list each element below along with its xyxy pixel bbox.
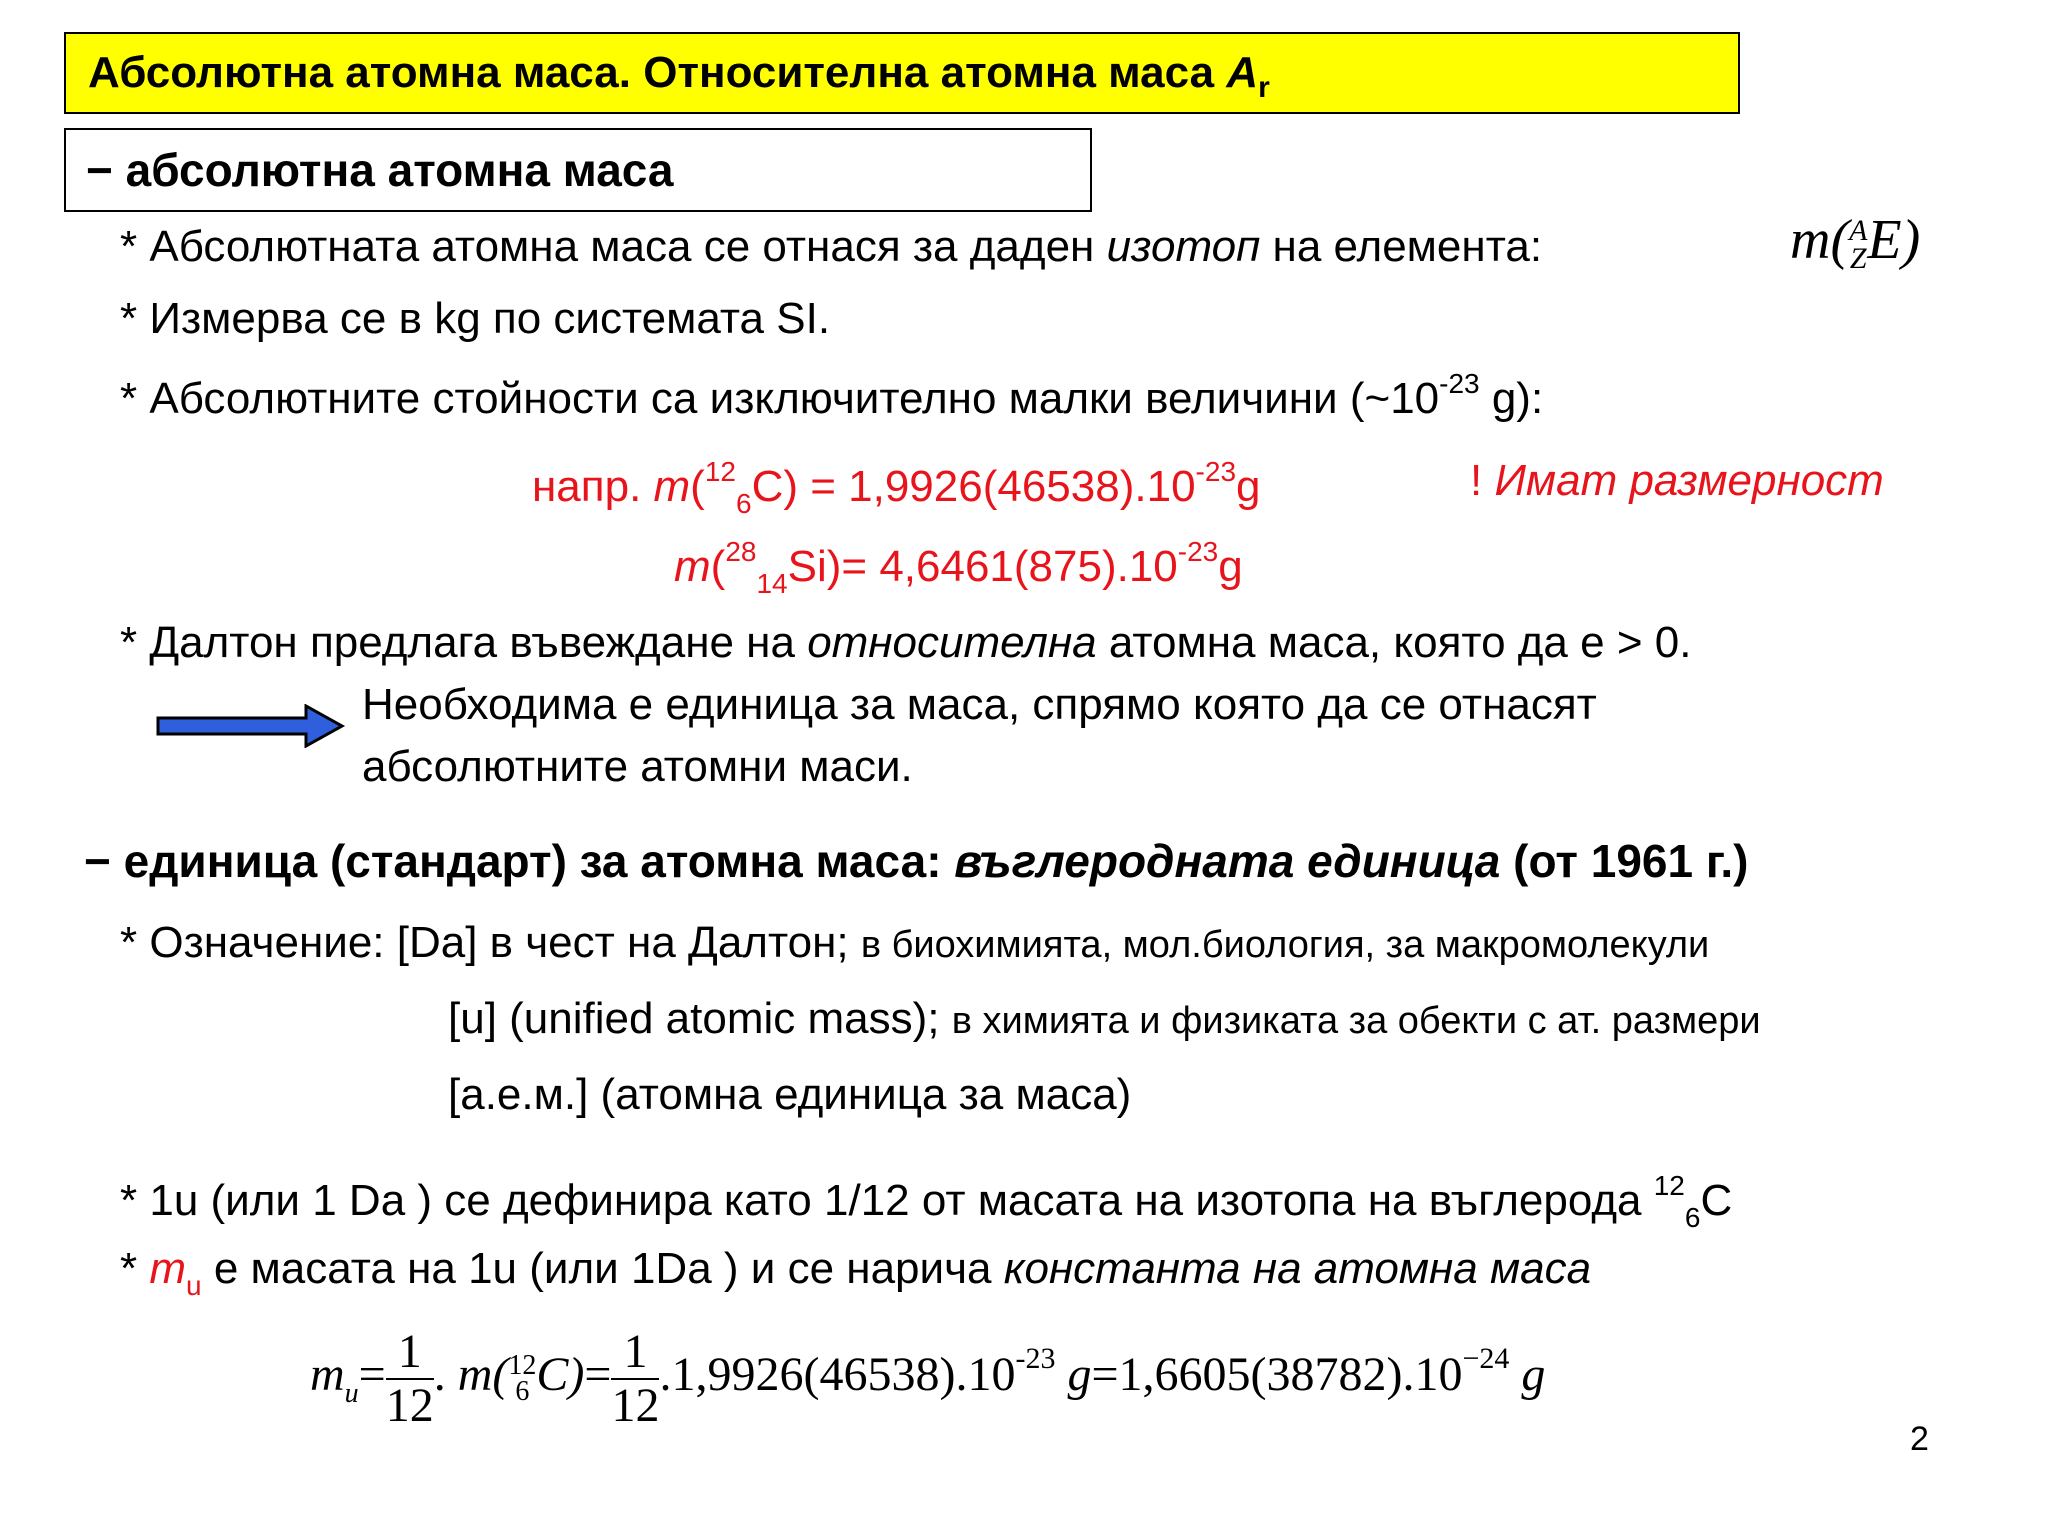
example-unit: g (1236, 462, 1261, 511)
example-paren: ( (710, 542, 726, 591)
designation-main: [u] (unified atomic mass); (448, 994, 952, 1043)
note-text: Имат размерност (1494, 456, 1884, 505)
formula-atomic-number: Z (1849, 242, 1867, 276)
formula-lhs-m: m (310, 1348, 345, 1402)
heading-text: − единица (стандарт) за атомна маса: (84, 835, 955, 887)
formula-unit-2: g (1509, 1348, 1546, 1402)
example-paren: ( (690, 462, 705, 511)
bullet-text: * Далтон предлага въвеждане на (120, 618, 808, 667)
definition-m-subscript: u (186, 1270, 202, 1301)
designation-main: * Означение: [Da] в чест на Далтон; (120, 918, 861, 967)
example-prefix: напр. (532, 462, 654, 511)
designation-note: в биохимията, мол.биология, за макромолекули (860, 924, 1710, 966)
page-number: 2 (1910, 1420, 1929, 1458)
bullet-dalton (120, 618, 1691, 668)
section-heading-absolute-mass: − абсолютна атомна маса (64, 128, 1092, 212)
fraction-denominator: 12 (611, 1379, 660, 1432)
example-m: m (674, 542, 711, 591)
isotope-formula (1790, 208, 1921, 276)
definition-atomic-number: 6 (1684, 1202, 1701, 1233)
formula-unit-1: g (1055, 1348, 1092, 1402)
fraction-numerator: 1 (386, 1326, 434, 1380)
example-exponent: -23 (1195, 456, 1237, 487)
right-arrow-icon (156, 704, 346, 748)
definition-star: * (120, 1244, 150, 1293)
note-mark: ! (1470, 456, 1495, 505)
dalton-explanation-line2: абсолютните атомни маси. (362, 742, 913, 791)
formula-equals-3: = (1091, 1348, 1119, 1402)
example-value: Si)= 4,6461(875).10 (787, 542, 1178, 591)
bullet-text: * Абсолютната атомна маса се отнася за даден (120, 222, 1107, 271)
fraction-denominator: 12 (385, 1379, 434, 1432)
designation-u (448, 994, 1761, 1044)
bullet-tail: атомна маса, която да е > 0. (1096, 618, 1692, 667)
example-value: C) = 1,9926(46538).10 (751, 462, 1196, 511)
formula-equals: = (358, 1348, 386, 1402)
bullet-text: * Абсолютните стойности са изключително малки величини (~10 (120, 374, 1440, 423)
bullet-exponent: -23 (1439, 368, 1480, 399)
example-exponent: -23 (1177, 536, 1219, 567)
atomic-mass-constant-formula (310, 1326, 1545, 1432)
formula-atomic-number: 6 (515, 1376, 530, 1407)
title-symbol-subscript: r (1258, 71, 1270, 104)
example-m: m (653, 462, 691, 511)
formula-dot: . (433, 1348, 458, 1402)
formula-carbon: C) (536, 1348, 585, 1402)
designation-da (120, 918, 1709, 968)
example-silicon-mass (674, 536, 1243, 600)
formula-element: E) (1867, 209, 1921, 271)
formula-fraction-1 (386, 1326, 434, 1432)
formula-nuclide-indices (508, 1350, 537, 1407)
slide-title (64, 32, 1740, 114)
definition-mu (120, 1244, 1591, 1302)
formula-equals-2: = (584, 1348, 612, 1402)
bullet-italic: изотоп (1106, 222, 1261, 271)
example-carbon-mass (532, 456, 1261, 520)
formula-lhs-subscript: u (344, 1378, 359, 1410)
definition-element: C (1700, 1176, 1733, 1225)
formula-exponent-2: −24 (1462, 1342, 1510, 1376)
definition-italic: константа на атомна маса (1003, 1244, 1592, 1293)
example-mass-number: 12 (704, 456, 736, 487)
example-mass-number: 28 (725, 536, 757, 567)
formula-value-2: 1,6605(38782).10 (1118, 1348, 1463, 1402)
section-heading-mass-unit (84, 834, 1749, 888)
formula-exponent-1: -23 (1015, 1342, 1056, 1376)
formula-value-1: .1,9926(46538).10 (659, 1348, 1016, 1402)
bullet-isotope (120, 222, 1542, 272)
example-atomic-number: 6 (735, 488, 752, 519)
designation-aem: [а.е.м.] (атомна единица за маса) (448, 1070, 1132, 1119)
heading-italic: въглеродната единица (954, 835, 1501, 887)
formula-mass-number: A (1849, 214, 1868, 248)
bullet-si-unit: * Измерва се в kg по системата SI. (120, 294, 831, 343)
heading-tail: (от 1961 г.) (1500, 835, 1749, 887)
designation-note: в химията и физиката за обекти с ат. размери (951, 1000, 1761, 1042)
definition-1u (120, 1170, 1732, 1234)
bullet-italic: относителна (807, 618, 1097, 667)
bullet-small-values (120, 368, 1543, 424)
formula-mass-number: 12 (508, 1350, 537, 1381)
definition-mass-number: 12 (1653, 1170, 1685, 1201)
note-dimension (1470, 456, 1884, 506)
bullet-tail: на елемента: (1260, 222, 1543, 271)
definition-m: m (149, 1244, 187, 1293)
formula-nuclide-indices (1849, 214, 1868, 276)
formula-fraction-2 (611, 1326, 659, 1432)
title-text: Абсолютна атомна маса. Относителна атомна маса (88, 48, 1227, 97)
title-symbol: A (1226, 48, 1259, 97)
example-atomic-number: 14 (756, 568, 788, 599)
formula-m: m( (457, 1348, 509, 1402)
example-unit: g (1218, 542, 1243, 591)
formula-m: m( (1790, 209, 1850, 271)
fraction-numerator: 1 (611, 1326, 659, 1380)
definition-text: е масата на 1u (или 1Da ) и се нарича (201, 1244, 1004, 1293)
definition-text: * 1u (или 1 Da ) се дефинира като 1/12 от масата на изотопа на въглерода (120, 1176, 1654, 1225)
bullet-tail: g): (1479, 374, 1544, 423)
dalton-explanation-line1: Необходима е единица за маса, спрямо която да се отнасят (362, 680, 1597, 729)
